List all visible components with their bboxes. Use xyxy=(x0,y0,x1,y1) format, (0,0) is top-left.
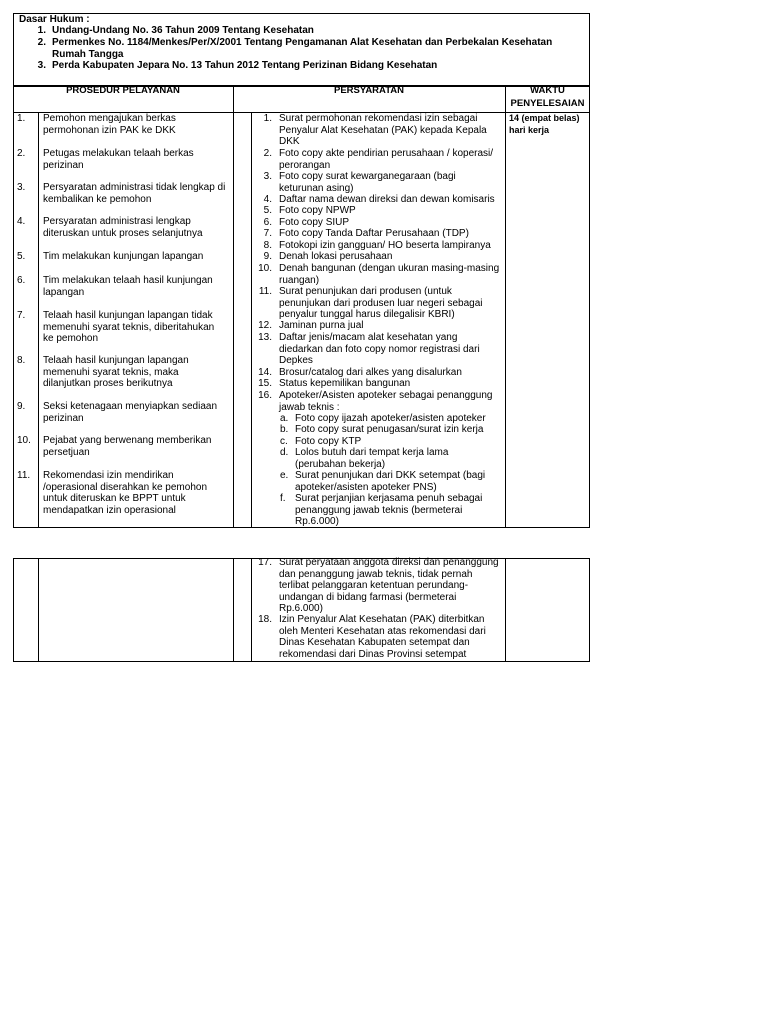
time-value-line1: 14 (empat belas) xyxy=(509,113,580,123)
cont-col-divider-procedure xyxy=(233,558,234,662)
requirement-number: 12. xyxy=(258,320,272,331)
procedure-text: Pemohon mengajukan berkas xyxy=(43,113,176,124)
procedure-text: ke pemohon xyxy=(43,333,99,344)
requirement-text: Surat permohonan rekomendasi izin sebagai xyxy=(279,113,478,124)
procedure-number: 5. xyxy=(17,251,26,262)
procedure-text: Telaah hasil kunjungan lapangan tidak xyxy=(43,310,213,321)
requirement-number: 15. xyxy=(258,378,272,389)
legal-item-text: Permenkes No. 1184/Menkes/Per/X/2001 Tentang Pengamanan Alat Kesehatan dan Perbekalan Kesehatan xyxy=(52,37,553,48)
procedure-number: 9. xyxy=(17,401,26,412)
header-time-line2: PENYELESAIAN xyxy=(510,98,585,109)
requirement-text: Denah bangunan (dengan ukuran masing-masing xyxy=(279,263,500,274)
requirement-number: 2. xyxy=(263,148,272,159)
cont-col-divider-num xyxy=(38,558,39,662)
requirement-number: 14. xyxy=(258,367,272,378)
requirement-number: 10. xyxy=(258,263,272,274)
requirement-text: Daftar nama dewan direksi dan dewan komisaris xyxy=(279,194,495,205)
requirement-text: Surat peryataan anggota direksi dan penanggung xyxy=(279,557,499,568)
procedure-text: Persyaratan administrasi tidak lengkap di xyxy=(43,182,226,193)
procedure-text: diteruskan untuk proses selanjutnya xyxy=(43,227,203,239)
procedure-text: memenuhi syarat teknis, maka xyxy=(43,366,179,378)
requirement-text: Foto copy surat kewarganegaraan (bagi xyxy=(279,171,456,182)
requirement-text: penyalur tunggal harus dilegalisir KBRI) xyxy=(279,309,455,320)
requirement-number: 3. xyxy=(263,171,272,182)
requirement-text: jawab teknis : xyxy=(279,401,340,413)
legal-item-number: 2. xyxy=(37,37,46,48)
sub-requirement-text: Surat perjanjian kerjasama penuh sebagai xyxy=(295,493,483,504)
col-divider-num xyxy=(38,112,39,528)
legal-item-text: Rumah Tangga xyxy=(52,48,124,60)
procedure-text: /operasional diserahkan ke pemohon xyxy=(43,481,207,493)
requirement-text: Surat penunjukan dari produsen (untuk xyxy=(279,286,452,297)
time-value-line2: hari kerja xyxy=(509,125,550,135)
sub-requirement-text: Foto copy ijazah apoteker/asisten apoteker xyxy=(295,413,486,424)
procedure-text: permohonan izin PAK ke DKK xyxy=(43,124,176,136)
requirement-number: 7. xyxy=(263,228,272,239)
requirement-text: penunjukan dari produsen luar negeri sebagai xyxy=(279,297,483,309)
requirement-text: rekomendasi dari Dinas Provinsi setempat xyxy=(279,648,467,660)
header-requirements: PERSYARATAN xyxy=(333,85,405,96)
procedure-text: perizinan xyxy=(43,159,84,171)
requirement-number: 13. xyxy=(258,332,272,343)
requirement-number: 9. xyxy=(263,251,272,262)
procedure-text: Seksi ketenagaan menyiapkan sediaan xyxy=(43,401,218,412)
requirement-text: perorangan xyxy=(279,159,331,171)
legal-item-text: Perda Kabupaten Jepara No. 13 Tahun 2012 Tentang Perizinan Bidang Kesehatan xyxy=(52,60,438,71)
requirement-number: 1. xyxy=(263,113,272,124)
header-time-line1: WAKTU xyxy=(530,85,565,96)
requirement-text: Foto copy NPWP xyxy=(279,205,356,216)
procedure-number: 6. xyxy=(17,275,26,286)
requirement-text: Jaminan purna jual xyxy=(279,320,364,331)
requirement-text: undangan di bidang farmasi (bermeterai xyxy=(279,591,457,603)
sub-requirement-text: Foto copy KTP xyxy=(295,436,362,447)
procedure-text: Persyaratan administrasi lengkap xyxy=(43,216,191,227)
procedure-text: kembalikan ke pemohon xyxy=(43,193,152,205)
requirement-number: 5. xyxy=(263,205,272,216)
procedure-text: untuk diteruskan ke BPPT untuk xyxy=(43,493,186,504)
requirement-text: diedarkan dan foto copy nomor registrasi dari xyxy=(279,343,480,355)
procedure-text: Rekomendasi izin mendirikan xyxy=(43,470,174,481)
procedure-text: Petugas melakukan telaah berkas xyxy=(43,148,194,159)
requirement-text: Apoteker/Asisten apoteker sebagai penanggung xyxy=(279,390,493,401)
requirement-number: 17. xyxy=(258,557,272,568)
requirement-text: oleh Menteri Kesehatan atas rekomendasi dari xyxy=(279,625,486,637)
requirement-number: 8. xyxy=(263,240,272,251)
procedure-text: Tim melakukan telaah hasil kunjungan xyxy=(43,275,213,286)
requirement-number: 6. xyxy=(263,217,272,228)
procedure-text: memenuhi syarat teknis, diberitahukan xyxy=(43,321,215,333)
procedure-number: 8. xyxy=(17,355,26,366)
procedure-text: Telaah hasil kunjungan lapangan xyxy=(43,355,189,366)
procedure-text: Tim melakukan kunjungan lapangan xyxy=(43,251,204,262)
requirement-text: Brosur/catalog dari alkes yang disalurkan xyxy=(279,367,462,378)
sub-requirement-letter: f. xyxy=(280,493,286,504)
sub-requirement-letter: b. xyxy=(280,424,289,435)
sub-requirement-text: penanggung jawab teknis (bermeterai xyxy=(295,504,463,516)
sub-requirement-text: Surat penunjukan dari DKK setempat (bagi xyxy=(295,470,486,481)
requirement-number: 11. xyxy=(258,286,272,297)
sub-requirement-letter: a. xyxy=(280,413,289,424)
requirement-number: 18. xyxy=(258,614,272,625)
procedure-number: 10. xyxy=(17,435,31,446)
sub-requirement-text: apoteker/asisten apoteker PNS) xyxy=(295,481,437,493)
requirement-text: DKK xyxy=(279,136,300,147)
procedure-number: 3. xyxy=(17,182,26,193)
requirement-text: terlibat pelanggaran ketentuan perundang- xyxy=(279,580,469,591)
sub-requirement-text: (perubahan bekerja) xyxy=(295,458,386,470)
procedure-text: persetjuan xyxy=(43,446,90,458)
procedure-number: 1. xyxy=(17,113,26,124)
requirement-number: 16. xyxy=(258,390,272,401)
procedure-number: 7. xyxy=(17,310,26,321)
procedure-number: 4. xyxy=(17,216,26,227)
sub-requirement-text: Lolos butuh dari tempat kerja lama xyxy=(295,447,449,458)
procedure-text: dilanjutkan proses berikutnya xyxy=(43,378,173,389)
legal-item-text: Undang-Undang No. 36 Tahun 2009 Tentang Kesehatan xyxy=(52,25,314,36)
requirement-text: Penyalur Alat Kesehatan (PAK) kepada Kepala xyxy=(279,124,487,136)
col-divider-procedure xyxy=(233,86,234,528)
col-divider-time xyxy=(505,86,506,528)
procedure-text: perizinan xyxy=(43,412,84,424)
procedure-text: mendapatkan izin operasional xyxy=(43,504,176,516)
requirement-text: ruangan) xyxy=(279,274,320,286)
requirement-text: Denah lokasi perusahaan xyxy=(279,251,393,262)
requirement-text: Status kepemilikan bangunan xyxy=(279,378,411,389)
sub-requirement-text: Rp.6.000) xyxy=(295,516,339,527)
requirement-text: Depkes xyxy=(279,355,313,366)
header-procedure: PROSEDUR PELAYANAN xyxy=(66,85,180,96)
procedure-text: Pejabat yang berwenang memberikan xyxy=(43,435,212,446)
sub-requirement-text: Foto copy surat penugasan/surat izin kerja xyxy=(295,424,484,435)
requirement-text: Rp.6.000) xyxy=(279,603,323,614)
procedure-number: 2. xyxy=(17,148,26,159)
requirement-text: dan penanggung jawab teknis, tidak pernah xyxy=(279,568,473,580)
requirement-text: Izin Penyalur Alat Kesehatan (PAK) diterbitkan xyxy=(279,614,485,625)
requirement-text: keturunan asing) xyxy=(279,182,354,194)
requirement-text: Dinas Kesehatan Kabupaten setempat dan xyxy=(279,637,470,648)
requirement-text: Daftar jenis/macam alat kesehatan yang xyxy=(279,332,458,343)
sub-requirement-letter: d. xyxy=(280,447,289,458)
legal-item-number: 1. xyxy=(37,25,46,36)
legal-item-number: 3. xyxy=(37,60,46,71)
requirement-text: Foto copy Tanda Daftar Perusahaan (TDP) xyxy=(279,228,469,239)
cont-col-divider-req-num xyxy=(251,558,252,662)
procedure-number: 11. xyxy=(17,470,31,481)
requirement-text: Fotokopi izin gangguan/ HO beserta lampiranya xyxy=(279,240,491,251)
sub-requirement-letter: e. xyxy=(280,470,289,481)
requirement-number: 4. xyxy=(263,194,272,205)
requirement-text: Foto copy SIUP xyxy=(279,217,350,228)
cont-col-divider-time xyxy=(505,558,506,662)
requirement-text: Foto copy akte pendirian perusahaan / koperasi/ xyxy=(279,148,494,159)
legal-basis-title: Dasar Hukum : xyxy=(19,14,90,25)
sub-requirement-letter: c. xyxy=(280,436,288,447)
procedure-text: lapangan xyxy=(43,286,85,298)
